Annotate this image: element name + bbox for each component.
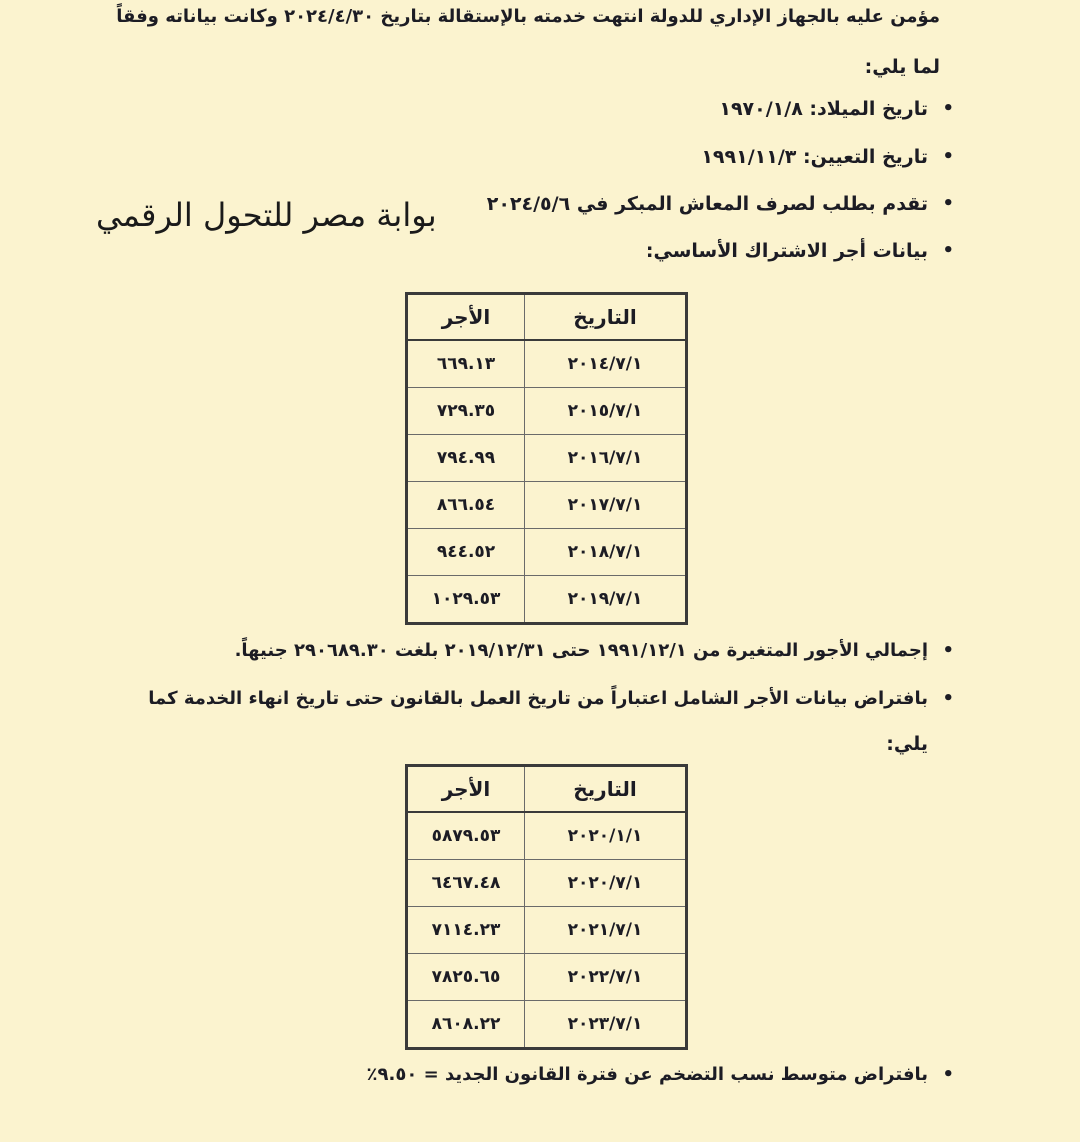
table-row (407, 529, 687, 576)
cell-wage: ٩٤٤.٥٢ (407, 529, 525, 576)
cell-date: ٢٠٢٢/٧/١ (525, 954, 687, 1001)
table-row (407, 435, 687, 482)
table-row (407, 340, 687, 388)
cell-date: ٢٠٢٠/٧/١ (525, 860, 687, 907)
cell-date: ٢٠١٨/٧/١ (525, 529, 687, 576)
paragraph-line-2: لما يلي: (864, 56, 940, 78)
cell-wage: ٨٦٦.٥٤ (407, 482, 525, 529)
cell-wage: ٧٨٢٥.٦٥ (407, 954, 525, 1001)
table-row (407, 907, 687, 954)
header-wage: الأجر (407, 766, 525, 813)
table-row (407, 482, 687, 529)
header-date: التاريخ (525, 294, 687, 341)
cell-date: ٢٠١٦/٧/١ (525, 435, 687, 482)
cell-wage: ٧٩٤.٩٩ (407, 435, 525, 482)
bullet-inflation-assumption: • بافتراض متوسط نسب التضخم عن فترة القانون الجديد = ٩.٥٠٪ (367, 1064, 928, 1085)
cell-wage: ١٠٢٩.٥٣ (407, 576, 525, 624)
basic-wage-table (405, 292, 688, 625)
bullet-comprehensive-wage-line-2: يلي: (886, 733, 928, 755)
header-wage: الأجر (407, 294, 525, 341)
cell-wage: ٧٢٩.٣٥ (407, 388, 525, 435)
table-row (407, 954, 687, 1001)
bullet-comprehensive-wage-line-1: • بافتراض بيانات الأجر الشامل اعتباراً من تاريخ العمل بالقانون حتى تاريخ انهاء الخدمة كما (148, 688, 928, 709)
cell-wage: ٥٨٧٩.٥٣ (407, 812, 525, 860)
cell-wage: ٧١١٤.٢٣ (407, 907, 525, 954)
cell-wage: ٦٦٩.١٣ (407, 340, 525, 388)
bullet-basic-wage-heading: • بيانات أجر الاشتراك الأساسي: (646, 240, 928, 262)
table-row (407, 860, 687, 907)
bullet-early-pension-request: • تقدم بطلب لصرف المعاش المبكر في ٢٠٢٤/٥/٦ (487, 193, 928, 215)
table-row (407, 576, 687, 624)
table-row (407, 1001, 687, 1049)
header-date: التاريخ (525, 766, 687, 813)
cell-date: ٢٠٢٣/٧/١ (525, 1001, 687, 1049)
table-row (407, 388, 687, 435)
cell-wage: ٨٦٠٨.٢٢ (407, 1001, 525, 1049)
table-header-row (407, 766, 687, 813)
cell-wage: ٦٤٦٧.٤٨ (407, 860, 525, 907)
bullet-appointment-date: • تاريخ التعيين: ١٩٩١/١١/٣ (701, 146, 928, 168)
cell-date: ٢٠١٤/٧/١ (525, 340, 687, 388)
cell-date: ٢٠١٩/٧/١ (525, 576, 687, 624)
comprehensive-wage-table (405, 764, 688, 1050)
cell-date: ٢٠٢١/٧/١ (525, 907, 687, 954)
watermark-text: بوابة مصر للتحول الرقمي (96, 196, 437, 234)
bullet-variable-wages-total: • إجمالي الأجور المتغيرة من ١٩٩١/١٢/١ حتى ٢٠١٩/١٢/٣١ بلغت ٢٩٠٦٨٩.٣٠ جنيهاً. (235, 640, 928, 661)
table-row (407, 812, 687, 860)
table-header-row (407, 294, 687, 341)
cell-date: ٢٠١٥/٧/١ (525, 388, 687, 435)
bullet-birth-date: • تاريخ الميلاد: ١٩٧٠/١/٨ (719, 98, 928, 120)
paragraph-line-1: مؤمن عليه بالجهاز الإداري للدولة انتهت خدمته بالإستقالة بتاريخ ٢٠٢٤/٤/٣٠ وكانت بياناته وفقاً (116, 6, 940, 27)
cell-date: ٢٠٢٠/١/١ (525, 812, 687, 860)
cell-date: ٢٠١٧/٧/١ (525, 482, 687, 529)
